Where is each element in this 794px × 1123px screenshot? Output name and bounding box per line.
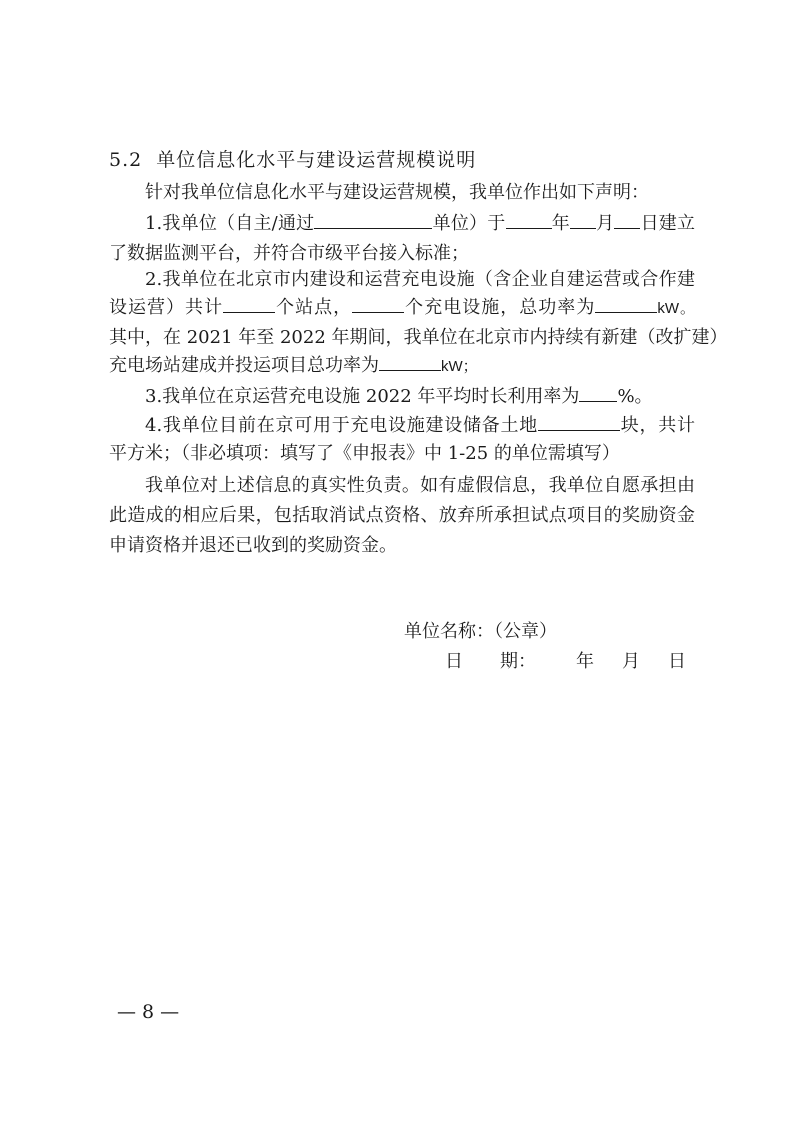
new-project-power-blank[interactable]	[379, 354, 441, 371]
closing-line1: 我单位对上述信息的真实性负责。如有虚假信息，我单位自愿承担由	[145, 475, 695, 496]
item3-text-a: 3.我单位在京运营充电设施 2022 年平均时长利用率为	[145, 386, 580, 407]
signature-day: 日	[668, 651, 686, 672]
agency-name-blank[interactable]	[314, 212, 432, 229]
item1-text-d: 月	[595, 213, 615, 234]
closing-line2: 此造成的相应后果，包括取消试点资格、放弃所承担试点项目的奖励资金	[109, 505, 695, 526]
item2-line4	[109, 354, 478, 379]
intro-paragraph: 针对我单位信息化水平与建设运营规模，我单位作出如下声明：	[145, 182, 649, 203]
year-blank[interactable]	[506, 212, 552, 229]
page-number: — 8 —	[117, 1001, 180, 1023]
item2-text-c: 个充电设施，总功率为	[404, 297, 596, 318]
item1-text-e: 日建立	[640, 213, 696, 234]
facility-count-blank[interactable]	[352, 296, 404, 313]
signature-unit-label: 单位名称：（公章）	[404, 621, 557, 642]
item2-line2	[109, 296, 695, 321]
unit-kw-1: kW。	[657, 300, 696, 317]
item2-line1: 2.我单位在北京市内建设和运营充电设施（含企业自建运营或合作建	[145, 269, 695, 290]
item4-text-a: 4.我单位目前在京可用于充电设施建设储备土地	[145, 415, 538, 436]
site-count-blank[interactable]	[223, 296, 275, 313]
closing-line3: 申请资格并退还已收到的奖励资金。	[109, 535, 397, 556]
total-power-blank[interactable]	[595, 296, 657, 313]
signature-date-label-1: 日	[445, 651, 463, 672]
item2-text-a: 设运营）共计	[109, 297, 224, 318]
item4-line2: 平方米；（非必填项：填写了《申报表》中 1-25 的单位需填写）	[109, 443, 620, 464]
item2-line3: 其中，在 2021 年至 2022 年期间，我单位在北京市内持续有新建（改扩建）	[109, 327, 728, 348]
section-title: 单位信息化水平与建设运营规模说明	[156, 149, 477, 171]
signature-year: 年	[576, 651, 594, 672]
signature-month: 月	[622, 651, 640, 672]
unit-kw-2: kW；	[441, 358, 478, 375]
item3-text-b: %。	[617, 386, 653, 407]
item1-line1	[145, 212, 695, 236]
item2-text-line4a: 充电场站建成并投运项目总功率为	[109, 355, 379, 376]
item1-text-c: 年	[551, 213, 570, 234]
day-blank[interactable]	[614, 212, 640, 229]
utilization-rate-blank[interactable]	[579, 385, 617, 402]
item1-text-b: 单位）于	[432, 213, 506, 234]
section-heading	[109, 148, 476, 172]
section-number: 5.2	[109, 149, 143, 171]
land-count-blank[interactable]	[538, 414, 620, 431]
item1-text-a: 1.我单位（自主/通过	[145, 213, 315, 234]
item2-text-b: 个站点，	[275, 297, 353, 318]
item3-line	[145, 385, 653, 409]
item4-line1	[145, 414, 695, 438]
month-blank[interactable]	[570, 212, 596, 229]
item4-text-b: 块，共计	[620, 415, 696, 436]
signature-date-label-2: 期：	[500, 651, 536, 672]
item1-line2: 了数据监测平台，并符合市级平台接入标准；	[109, 243, 469, 264]
